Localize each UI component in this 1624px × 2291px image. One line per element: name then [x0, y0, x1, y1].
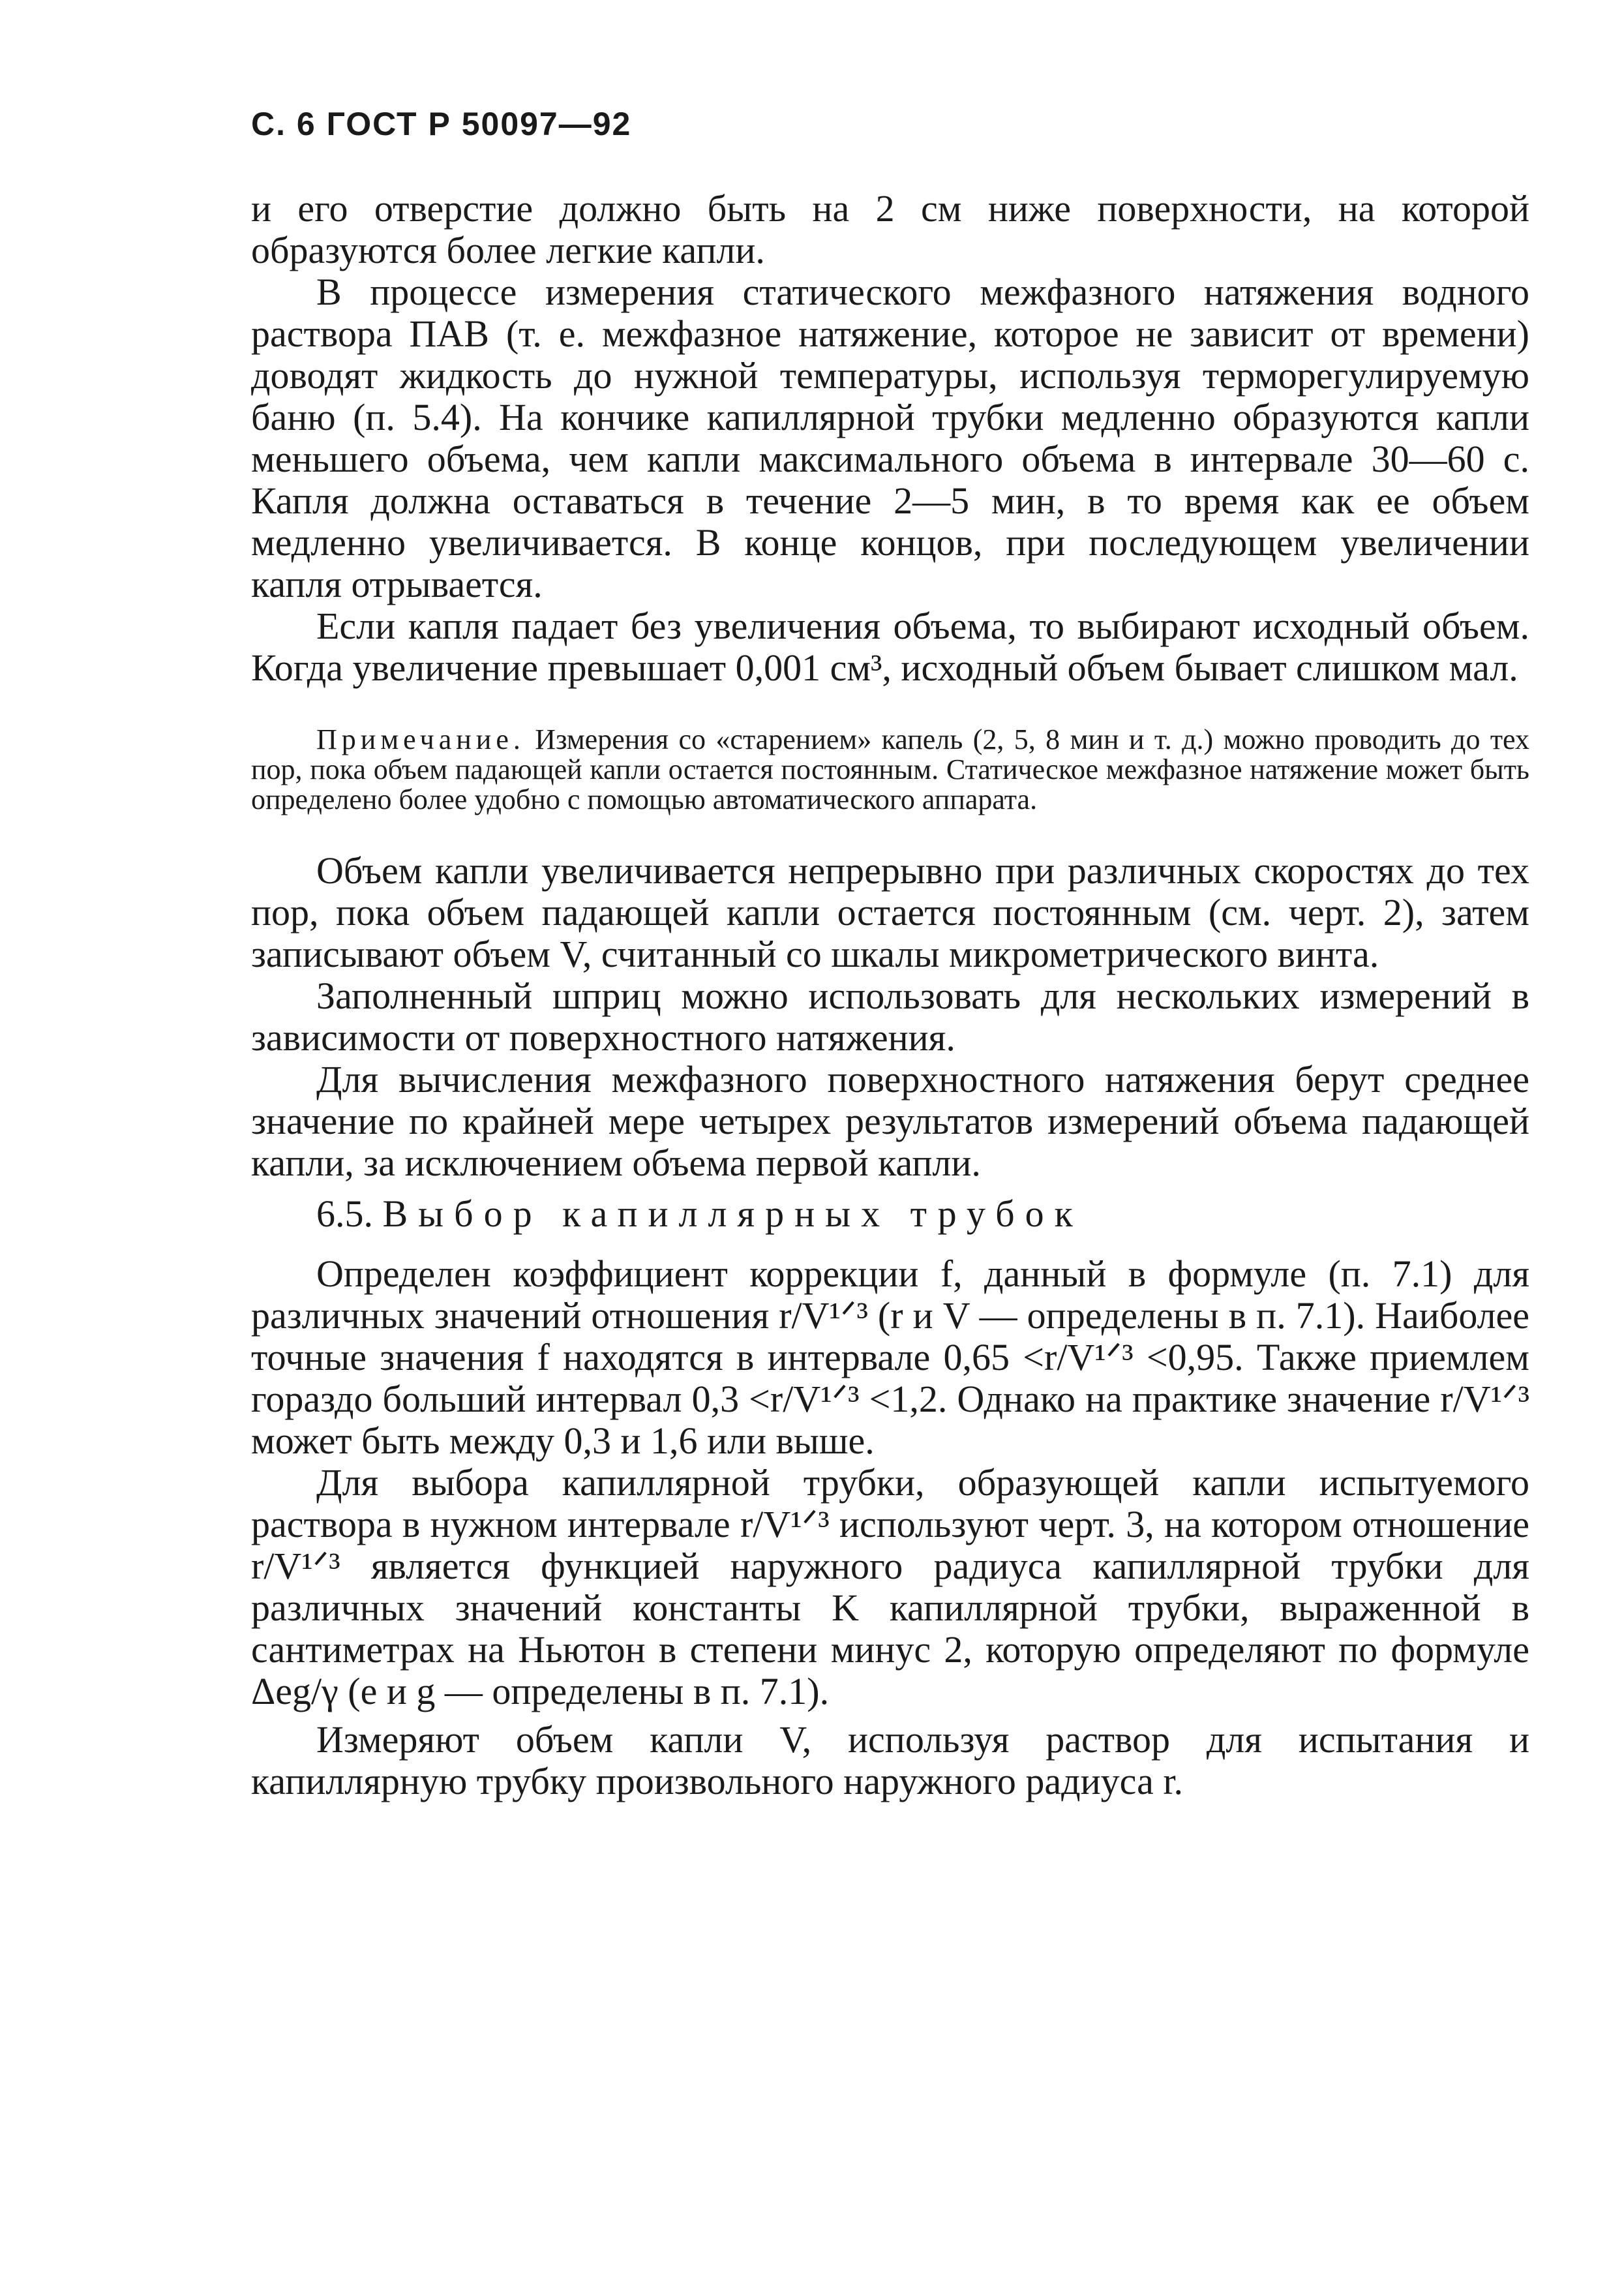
paragraph-measure-volume: Измеряют объем капли V, используя раствор для испытания и капиллярную трубку произвольного наружного радиуса r. — [251, 1718, 1529, 1802]
paragraph-continuation: и его отверстие должно быть на 2 см ниже поверхности, на которой образуются более легкие капли. — [251, 187, 1529, 271]
page-header: С. 6 ГОСТ Р 50097—92 — [251, 106, 632, 142]
note-text: Измерения со «старением» капель (2, 5, 8 мин и т. д.) можно проводить до тех пор, пока объем падающей капли остается постоянным. Статическое межфазное натяжение может быть определено более удобно с помощью автоматического аппарата. — [251, 723, 1530, 815]
section-number: 6.5. — [316, 1192, 373, 1235]
section-title: Выбор капиллярных трубок — [382, 1192, 1083, 1235]
section-heading — [251, 1193, 1529, 1235]
paragraph-static-measurement: В процессе измерения статического межфазного натяжения водного раствора ПАВ (т. е. межфазное натяжение, которое не зависит от времени) доводят жидкость до нужной температуры, используя терморегулируемую баню (п. 5.4). На кончике капиллярной трубки медленно образуются капли меньшего объема, чем капли максимального объема в интервале 30—60 с. Капля должна оставаться в течение 2—5 мин, в то время как ее объем медленно увеличивается. В конце концов, при последующем увеличении капля отрывается. — [251, 271, 1529, 605]
paragraph-correction-factor: Определен коэффициент коррекции f, данный в формуле (п. 7.1) для различных значений отношения r/V¹ᐟ³ (r и V — определены в п. 7.1). Наиболее точные значения f находятся в интервале 0,65 <r/V¹ᐟ³ <0,95. Также приемлем гораздо больший интервал 0,3 <r/V¹ᐟ³ <1,2. Однако на практике значение r/V¹ᐟ³ может быть между 0,3 и 1,6 или выше. — [251, 1252, 1529, 1462]
paragraph-average: Для вычисления межфазного поверхностного натяжения берут среднее значение по крайней мере четырех результатов измерений объема падающей капли, за исключением объема первой капли. — [251, 1058, 1529, 1184]
note-block — [251, 725, 1529, 815]
paragraph-initial-volume: Если капля падает без увеличения объема, то выбирают исходный объем. Когда увеличение превышает 0,001 см³, исходный объем бывает слишком мал. — [251, 605, 1529, 689]
note-label: Примечание. — [316, 723, 525, 755]
document-page — [251, 104, 1529, 1802]
paragraph-syringe: Заполненный шприц можно использовать для нескольких измерений в зависимости от поверхностного натяжения. — [251, 975, 1529, 1059]
paragraph-drop-volume: Объем капли увеличивается непрерывно при различных скоростях до тех пор, пока объем падающей капли остается постоянным (см. черт. 2), затем записывают объем V, считанный со шкалы микрометрического винта. — [251, 849, 1529, 975]
paragraph-capillary-choice: Для выбора капиллярной трубки, образующей капли испытуемого раствора в нужном интервале r/V¹ᐟ³ используют черт. 3, на котором отношение r/V¹ᐟ³ является функцией наружного радиуса капиллярной трубки для различных значений константы K капиллярной трубки, выраженной в сантиметрах на Ньютон в степени минус 2, которую определяют по формуле Δeg/γ (e и g — определены в п. 7.1). — [251, 1461, 1529, 1712]
